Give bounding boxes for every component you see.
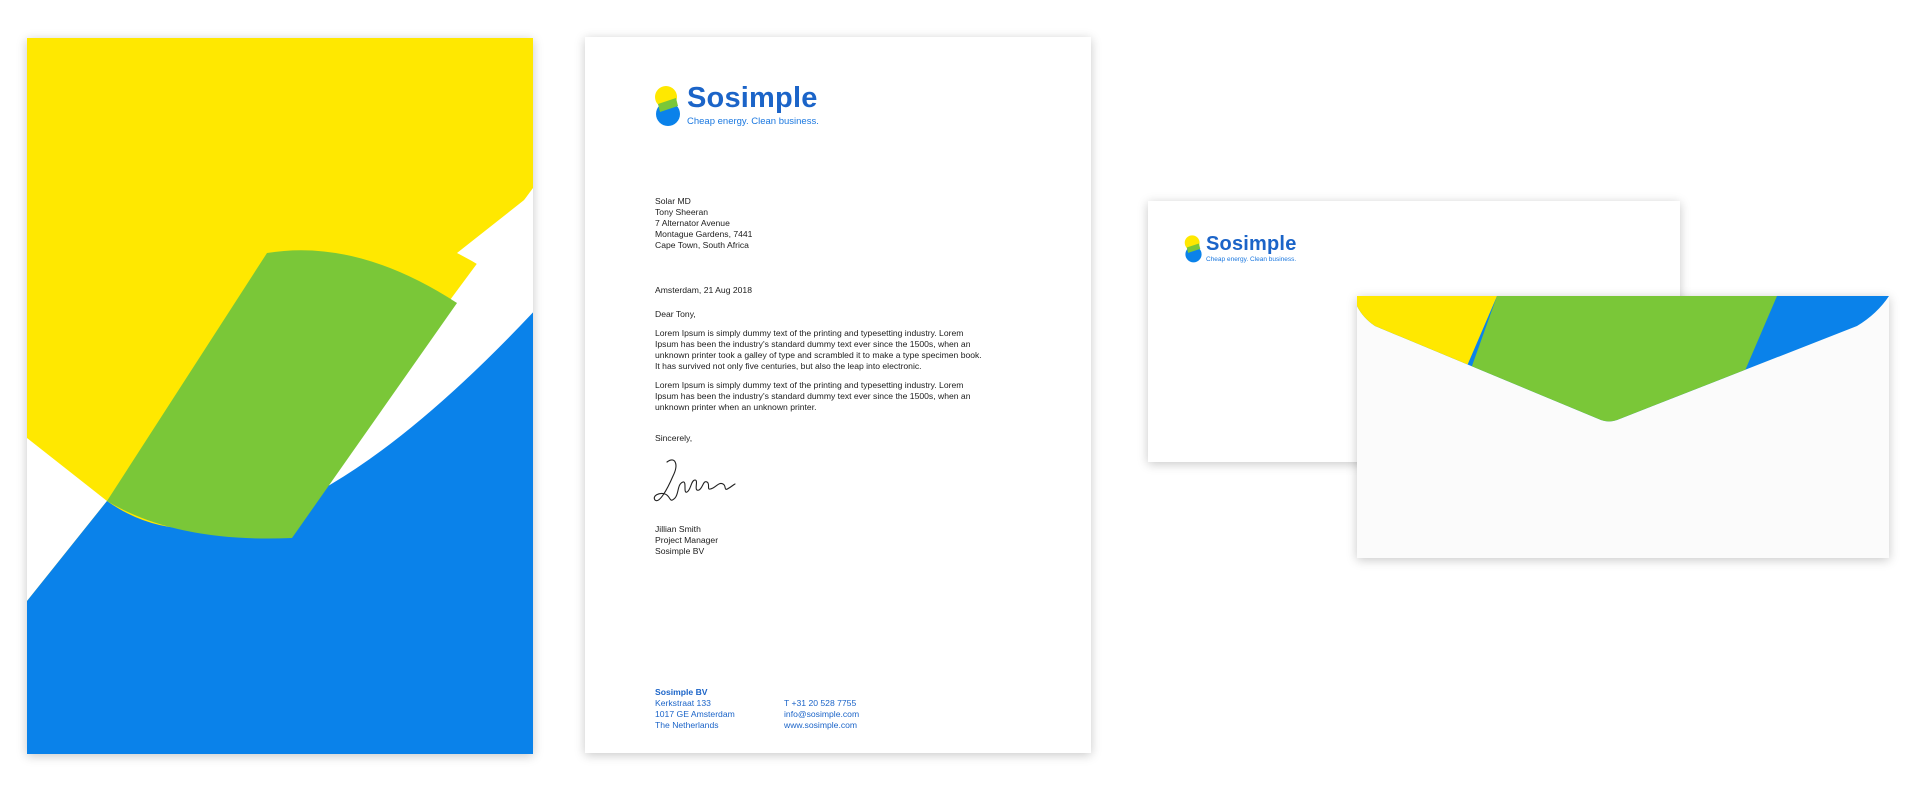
brand-tagline: Cheap energy. Clean business.: [687, 116, 819, 127]
sosimple-logo-icon: [654, 84, 682, 127]
recipient-line: 7 Alternator Avenue: [655, 218, 730, 228]
letterhead-sheet: [585, 37, 1091, 753]
brand-cover-sheet: [27, 38, 533, 754]
footer-company: Sosimple BV: [655, 687, 708, 697]
paragraph-line: Lorem Ipsum is simply dummy text of the printing and typesetting industry. Lorem: [655, 328, 964, 338]
letter-salutation: Dear Tony,: [655, 309, 696, 319]
signer-company: Sosimple BV: [655, 546, 705, 556]
paragraph-line: Ipsum has been the industry's standard dummy text ever since the 1500s, when an: [655, 391, 971, 401]
letter-closing: Sincerely,: [655, 433, 693, 443]
letterhead-logo: [654, 84, 819, 127]
paragraph-line: unknown printer took a galley of type and scrambled it to make a type specimen book.: [655, 350, 982, 360]
footer-website: www.sosimple.com: [784, 720, 858, 730]
signer-name: Jillian Smith: [655, 524, 701, 534]
brand-tagline: Cheap energy. Clean business.: [1206, 256, 1297, 263]
recipient-line: Solar MD: [655, 196, 691, 206]
cover-graphic: [27, 38, 533, 754]
handwritten-signature: [653, 454, 737, 514]
footer-country: The Netherlands: [655, 720, 719, 730]
paragraph-line: unknown printer when an unknown printer.: [655, 402, 817, 412]
sosimple-logo-icon: [1184, 234, 1203, 263]
paragraph-line: It has survived not only five centuries, but also the leap into electronic.: [655, 361, 922, 371]
letter-date: Amsterdam, 21 Aug 2018: [655, 285, 752, 295]
recipient-line: Tony Sheeran: [655, 207, 709, 217]
envelope-flap-graphic: [1357, 296, 1889, 558]
footer-phone: T +31 20 528 7755: [784, 698, 857, 708]
envelope-front: [1357, 296, 1889, 558]
footer-address: [655, 687, 735, 731]
paragraph-line: Ipsum has been the industry's standard dummy text ever since the 1500s, when an: [655, 339, 971, 349]
footer-street: Kerkstraat 133: [655, 698, 711, 708]
recipient-line: Montague Gardens, 7441: [655, 229, 753, 239]
brand-name: Sosimple: [687, 82, 818, 114]
signer-block: [655, 524, 718, 557]
recipient-line: Cape Town, South Africa: [655, 240, 749, 250]
footer-email: info@sosimple.com: [784, 709, 860, 719]
letter-paragraph-2: [655, 380, 971, 413]
recipient-address: [655, 196, 752, 251]
paragraph-line: Lorem Ipsum is simply dummy text of the printing and typesetting industry. Lorem: [655, 380, 964, 390]
signer-title: Project Manager: [655, 535, 719, 545]
brand-name: Sosimple: [1206, 233, 1297, 255]
envelope-logo: [1184, 234, 1297, 264]
footer-contact: [784, 698, 859, 731]
letter-paragraph-1: [655, 328, 982, 372]
footer-city: 1017 GE Amsterdam: [655, 709, 735, 719]
